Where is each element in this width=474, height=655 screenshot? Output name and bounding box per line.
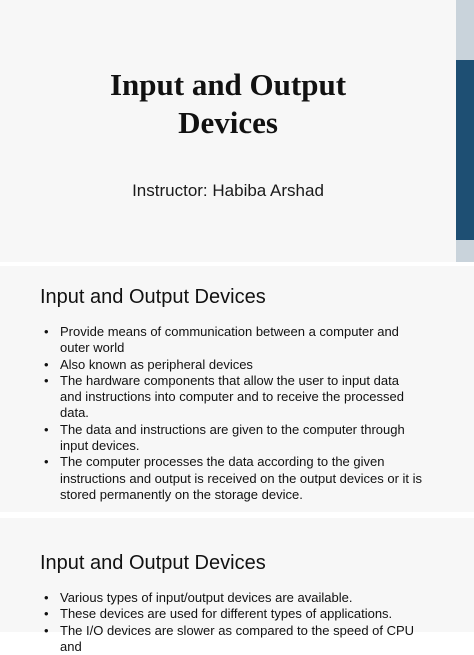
slide-title: Input and Output Devices [40,552,266,574]
content-slide [0,266,474,512]
bullet-text: Various types of input/output devices are available. [60,590,353,605]
slide-title: Input and Output Devices [40,286,266,308]
bullet-item [44,324,424,357]
bullet-marker: • [44,454,49,470]
bullet-marker: • [44,421,49,437]
accent-bar-light [456,0,474,60]
bullet-item [44,422,424,455]
accent-bar-light [456,240,474,262]
bullet-marker: • [44,324,49,339]
bullet-text: The computer processes the data according to the given instructions and output is received on the output devices or it is stored permanently on the storage device. [60,454,423,502]
bullet-text: The data and instructions are given to the computer through input devices. [60,421,405,454]
bullet-text: The I/O devices are slower as compared to the speed of CPU and [60,622,415,654]
bullet-text: These devices are used for different types of applications. [60,606,393,622]
bullet-item [44,454,424,503]
instructor-subtitle: Instructor: Habiba Arshad [132,181,324,200]
bullet-item [44,373,424,422]
accent-bar-dark [456,60,474,240]
title-line: Input and Output [109,67,347,102]
title-line: Devices [178,105,278,140]
bullet-text: Also known as peripheral devices [60,356,253,372]
bullet-text: The hardware components that allow the user to input data and instructions into computer and to receive the processed data. [60,372,404,421]
bullet-item [44,590,424,606]
bullet-item [44,357,424,373]
content-slide [0,518,474,654]
bullet-marker: • [44,590,49,605]
bullet-text: Provide means of communication between a computer and outer world [60,324,399,356]
presentation-title [60,66,396,142]
title-slide [0,0,474,262]
bullet-marker: • [44,622,49,638]
bullet-marker: • [44,606,49,622]
bullet-item [44,606,424,622]
bullet-marker: • [44,372,49,388]
bullet-list [44,324,424,503]
bullet-marker: • [44,356,49,372]
bullet-list [44,590,424,655]
bullet-item [44,623,424,655]
